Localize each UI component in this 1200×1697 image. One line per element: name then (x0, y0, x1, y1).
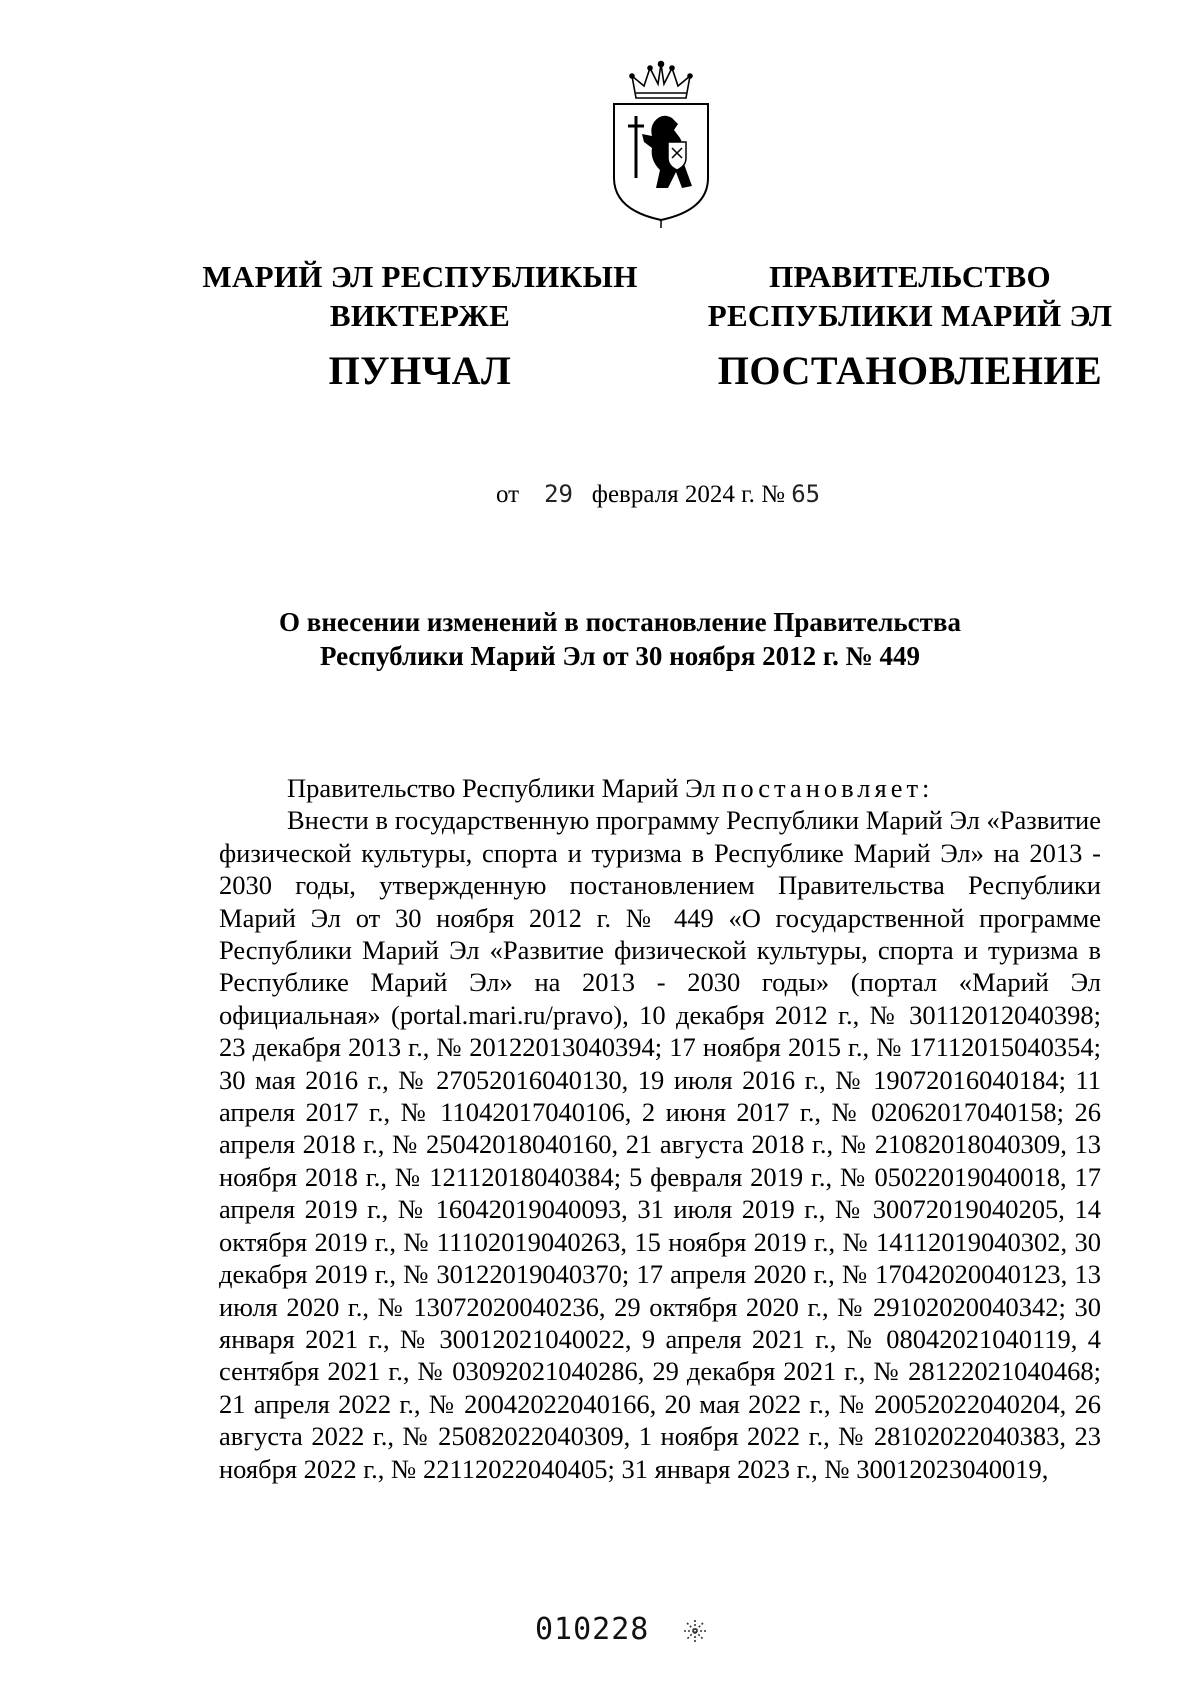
header-right (690, 258, 1130, 396)
header-left-line1: МАРИЙ ЭЛ РЕСПУБЛИКЫН (202, 259, 638, 294)
asterisk-mark-icon (682, 1618, 708, 1644)
header-right-line1: ПРАВИТЕЛЬСТВО (769, 259, 1051, 294)
date-prefix: от (496, 481, 520, 508)
document-body (219, 772, 1101, 1485)
title-line2: Республики Марий Эл от 30 ноября 2012 г. № 449 (319, 641, 921, 671)
body-paragraph: Внести в государственную программу Республики Марий Эл «Развитие физической культуры, спорта и туризма в Республике Марий Эл» на 2013 - 2030 годы, утвержденную постановлением Правительства Республики Марий Эл от 30 ноября 2012 г. № 449 «О государственной программе Республики Марий Эл «Развитие физической культуры, спорта и туризма в Республике Марий Эл» на 2013 - 2030 годы» (портал «Марий Эл официальная» (portal.mari.ru/pravo), 10 декабря 2012 г., № 30112012040398; 23 декабря 2013 г., № 20122013040394; 17 ноября 2015 г., № 17112015040354; 30 мая 2016 г., № 27052016040130, 19 июля 2016 г., № 19072016040184; 11 апреля 2017 г., № 11042017040106, 2 июня 2017 г., № 02062017040158; 26 апреля 2018 г., № 25042018040160, 21 августа 2018 г., № 21082018040309, 13 ноября 2018 г., № 12112018040384; 5 февраля 2019 г., № 05022019040018, 17 апреля 2019 г., № 16042019040093, 31 июля 2019 г., № 30072019040205, 14 октября 2019 г., № 11102019040263, 15 ноября 2019 г., № 14112019040302, 30 декабря 2019 г., № 30122019040370; 17 апреля 2020 г., № 17042020040123, 13 июля 2020 г., № 13072020040236, 29 октября 2020 г., № 29102020040342; 30 января 2021 г., № 30012021040022, 9 апреля 2021 г., № 08042021040119, 4 сентября 2021 г., № 03092021040286, 29 декабря 2021 г., № 28122021040468; 21 апреля 2022 г., № 20042022040166, 20 мая 2022 г., № 20052022040204, 26 августа 2022 г., № 25082022040309, 1 ноября 2022 г., № 28102022040383, 23 ноября 2022 г., № 22112022040405; 31 января 2023 г., № 30012023040019, (219, 805, 1101, 1484)
serial-number: 010228 (535, 1612, 650, 1647)
date-day: 29 (544, 480, 574, 508)
header-right-doc-type: ПОСТАНОВЛЕНИЕ (717, 347, 1103, 393)
header-right-line2: РЕСПУБЛИКИ МАРИЙ ЭЛ (707, 297, 1113, 333)
document-title (180, 605, 1060, 673)
coat-of-arms-icon (606, 60, 716, 230)
document-date-line (496, 480, 820, 509)
date-month-year: февраля 2024 г. № (591, 481, 785, 508)
header-left-line2: ВИКТЕРЖЕ (329, 297, 511, 333)
intro-decree-word: постановляет: (722, 773, 934, 803)
intro-prefix: Правительство Республики Марий Эл (287, 773, 723, 803)
header-left-doc-type: ПУНЧАЛ (328, 347, 512, 393)
header-left (190, 258, 650, 396)
document-number: 65 (791, 480, 821, 508)
body-intro (219, 772, 1101, 804)
serial-stamp (535, 1612, 708, 1647)
title-line1: О внесении изменений в постановление Правительства (279, 607, 961, 637)
